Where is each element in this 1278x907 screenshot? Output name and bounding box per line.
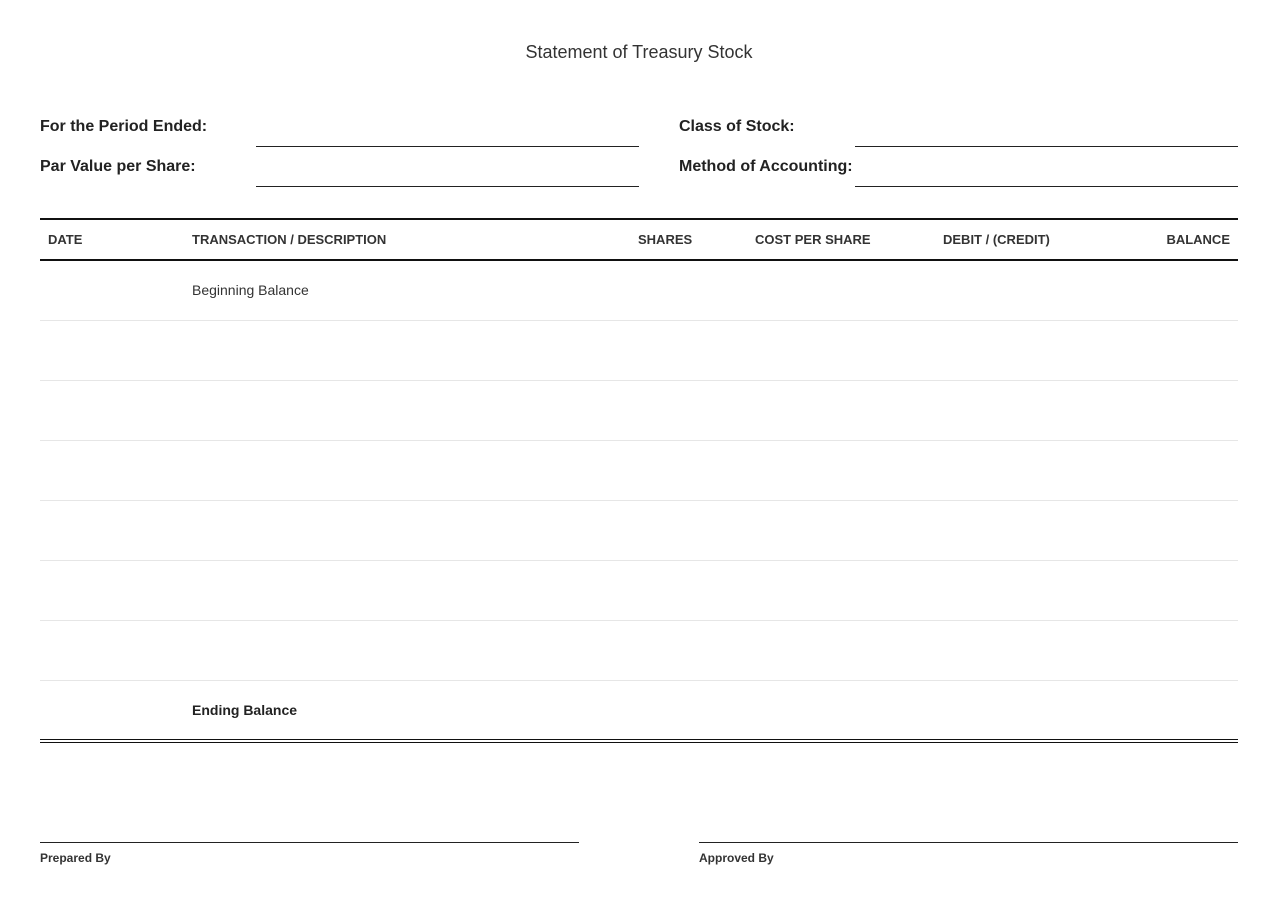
method-of-accounting-field[interactable]: [855, 186, 1238, 187]
col-date-header: DATE: [48, 232, 83, 247]
table-row: [40, 321, 1238, 381]
col-balance-header: BALANCE: [1166, 232, 1230, 247]
class-of-stock-label: Class of Stock:: [679, 118, 795, 135]
table-row: [40, 561, 1238, 621]
class-of-stock-field[interactable]: [855, 146, 1238, 147]
table-header: [40, 218, 1238, 261]
period-ended-field[interactable]: [256, 146, 639, 147]
treasury-stock-table: [40, 218, 1238, 740]
cell-description: Ending Balance: [192, 702, 298, 718]
ending-double-rule: [40, 739, 1238, 743]
table-row: [40, 441, 1238, 501]
period-ended-label: For the Period Ended:: [40, 118, 208, 135]
table-row: [40, 621, 1238, 681]
prepared-by-label: Prepared By: [40, 851, 111, 865]
method-of-accounting-label: Method of Accounting:: [679, 158, 853, 175]
cell-description: Beginning Balance: [192, 282, 309, 298]
approved-by-label: Approved By: [699, 851, 774, 865]
col-cost-per-share-header: COST PER SHARE: [755, 232, 871, 247]
col-debit-credit-header: DEBIT / (CREDIT): [943, 232, 1050, 247]
col-shares-header: SHARES: [638, 232, 693, 247]
approved-by-line[interactable]: [699, 842, 1238, 843]
document-title: Statement of Treasury Stock: [525, 42, 753, 62]
table-row: [40, 501, 1238, 561]
par-value-label: Par Value per Share:: [40, 158, 196, 175]
table-row: [40, 381, 1238, 441]
table-row: [40, 261, 1238, 321]
col-description-header: TRANSACTION / DESCRIPTION: [192, 232, 387, 247]
table-body: [40, 261, 1238, 740]
par-value-field[interactable]: [256, 186, 639, 187]
table-row: [40, 681, 1238, 740]
prepared-by-line[interactable]: [40, 842, 579, 843]
